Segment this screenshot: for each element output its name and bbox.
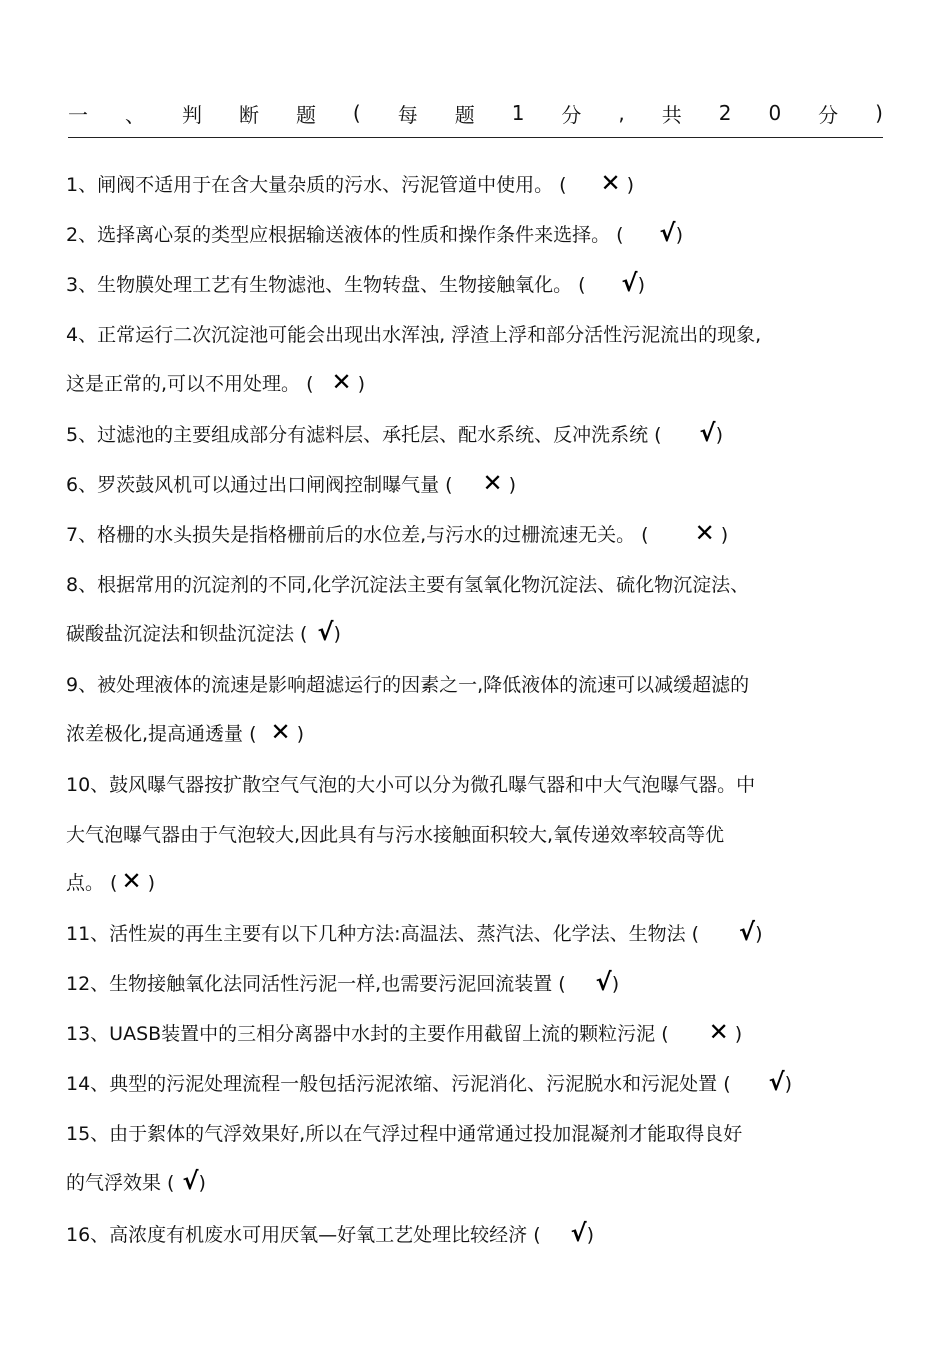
close-paren: ) — [784, 1073, 793, 1095]
question-4 — [66, 320, 761, 350]
close-paren: ) — [586, 1224, 595, 1246]
question-text-continued: 碳酸盐沉淀法和钡盐沉淀法 ( — [66, 623, 308, 645]
heading-char: ) — [875, 101, 883, 125]
question-1 — [66, 170, 634, 200]
close-paren: ) — [675, 224, 683, 246]
question-11 — [66, 919, 762, 949]
question-15-continued — [66, 1168, 206, 1198]
check-mark-icon: √ — [739, 918, 756, 946]
check-mark-icon: √ — [768, 1068, 785, 1096]
close-paren: ) — [198, 1172, 206, 1194]
question-text-continued: 这是正常的,可以不用处理。 ( — [66, 373, 314, 395]
cross-mark-icon: ✕ — [121, 867, 142, 895]
close-paren: ) — [626, 174, 635, 196]
question-8 — [66, 570, 749, 600]
close-paren: ) — [720, 524, 729, 546]
heading-char: 0 — [768, 101, 782, 125]
question-text-continued: 浓差极化,提高通透量 ( — [66, 723, 257, 745]
question-13 — [66, 1019, 742, 1049]
question-3 — [66, 270, 645, 300]
check-mark-icon: √ — [595, 968, 612, 996]
heading-char: 断 — [238, 102, 259, 127]
question-16 — [66, 1220, 594, 1250]
question-10 — [66, 770, 755, 800]
close-paren: ) — [755, 923, 763, 945]
heading-char: 、 — [124, 102, 145, 127]
heading-char: 每 — [397, 102, 418, 127]
check-mark-icon: √ — [182, 1167, 199, 1195]
close-paren: ) — [333, 623, 341, 645]
question-text: 1、闸阀不适用于在含大量杂质的污水、污泥管道中使用。 ( — [66, 174, 567, 196]
check-mark-icon: √ — [317, 618, 334, 646]
heading-char: 1 — [511, 101, 525, 125]
close-paren: ) — [147, 872, 155, 894]
question-text: 9、被处理液体的流速是影响超滤运行的因素之一,降低液体的流速可以减缓超滤的 — [66, 674, 750, 696]
cross-mark-icon: ✕ — [600, 169, 621, 197]
close-paren: ) — [611, 973, 620, 995]
question-text-continued: 的气浮效果 ( — [66, 1172, 175, 1194]
question-9-continued — [66, 719, 304, 749]
question-text: 15、由于絮体的气浮效果好,所以在气浮过程中通常通过投加混凝剂才能取得良好 — [66, 1123, 743, 1145]
question-text: 8、根据常用的沉淀剂的不同,化学沉淀法主要有氢氧化物沉淀法、硫化物沉淀法、 — [66, 574, 750, 596]
cross-mark-icon: ✕ — [694, 519, 715, 547]
question-text: 12、生物接触氧化法同活性污泥一样,也需要污泥回流装置 ( — [66, 973, 566, 995]
question-14 — [66, 1069, 792, 1099]
section-heading — [68, 96, 883, 130]
cross-mark-icon: ✕ — [270, 718, 291, 746]
cross-mark-icon: ✕ — [331, 368, 352, 396]
question-15 — [66, 1119, 742, 1149]
question-text: 11、活性炭的再生主要有以下几种方法:高温法、蒸汽法、化学法、生物法 ( — [66, 923, 700, 945]
close-paren: ) — [715, 424, 723, 446]
question-text: 5、过滤池的主要组成部分有滤料层、承托层、配水系统、反冲洗系统 ( — [66, 424, 662, 446]
heading-char: 共 — [661, 102, 682, 127]
question-10-continued — [66, 820, 724, 850]
cross-mark-icon: ✕ — [708, 1018, 729, 1046]
heading-char: 题 — [454, 102, 475, 127]
question-text: 6、罗茨鼓风机可以通过出口闸阀控制曝气量 ( — [66, 474, 453, 496]
question-10-continued-2 — [66, 868, 155, 898]
cross-mark-icon: ✕ — [482, 469, 503, 497]
check-mark-icon: √ — [570, 1219, 587, 1247]
question-text: 13、UASB装置中的三相分离器中水封的主要作用截留上流的颗粒污泥 ( — [66, 1023, 669, 1045]
question-2 — [66, 220, 683, 250]
question-4-continued — [66, 369, 365, 399]
heading-char: 一 — [68, 102, 88, 127]
question-text-continued: 大气泡曝气器由于气泡较大,因此具有与污水接触面积较大,氧传递效率较高等优 — [66, 824, 725, 846]
question-text: 10、鼓风曝气器按扩散空气气泡的大小可以分为微孔曝气器和中大气泡曝气器。中 — [66, 774, 756, 796]
heading-char: 判 — [181, 102, 202, 127]
heading-char: , — [618, 101, 625, 125]
heading-char: ( — [352, 101, 361, 125]
heading-char: 分 — [818, 102, 839, 127]
question-12 — [66, 969, 619, 999]
question-text: 7、格栅的水头损失是指格栅前后的水位差,与污水的过栅流速无关。 ( — [66, 524, 649, 546]
question-text: 3、生物膜处理工艺有生物滤池、生物转盘、生物接触氧化。 ( — [66, 274, 586, 296]
question-text: 4、正常运行二次沉淀池可能会出现出水浑浊, 浮渣上浮和部分活性污泥流出的现象, — [66, 324, 762, 346]
close-paren: ) — [508, 474, 517, 496]
heading-char: 题 — [295, 102, 316, 127]
check-mark-icon: √ — [659, 219, 676, 247]
question-5 — [66, 420, 723, 450]
close-paren: ) — [357, 373, 366, 395]
close-paren: ) — [296, 723, 305, 745]
question-text-continued: 点。 ( — [66, 872, 118, 894]
question-8-continued — [66, 619, 341, 649]
question-7 — [66, 520, 728, 550]
heading-underline — [68, 137, 883, 138]
question-6 — [66, 470, 516, 500]
close-paren: ) — [734, 1023, 743, 1045]
check-mark-icon: √ — [621, 269, 638, 297]
check-mark-icon: √ — [699, 419, 716, 447]
question-9 — [66, 670, 749, 700]
question-text: 2、选择离心泵的类型应根据输送液体的性质和操作条件来选择。 ( — [66, 224, 624, 246]
heading-char: 分 — [561, 102, 582, 127]
question-text: 14、典型的污泥处理流程一般包括污泥浓缩、污泥消化、污泥脱水和污泥处置 ( — [66, 1073, 731, 1095]
close-paren: ) — [637, 274, 645, 296]
heading-char: 2 — [718, 101, 732, 125]
question-text: 16、高浓度有机废水可用厌氧—好氧工艺处理比较经济 ( — [66, 1224, 541, 1246]
